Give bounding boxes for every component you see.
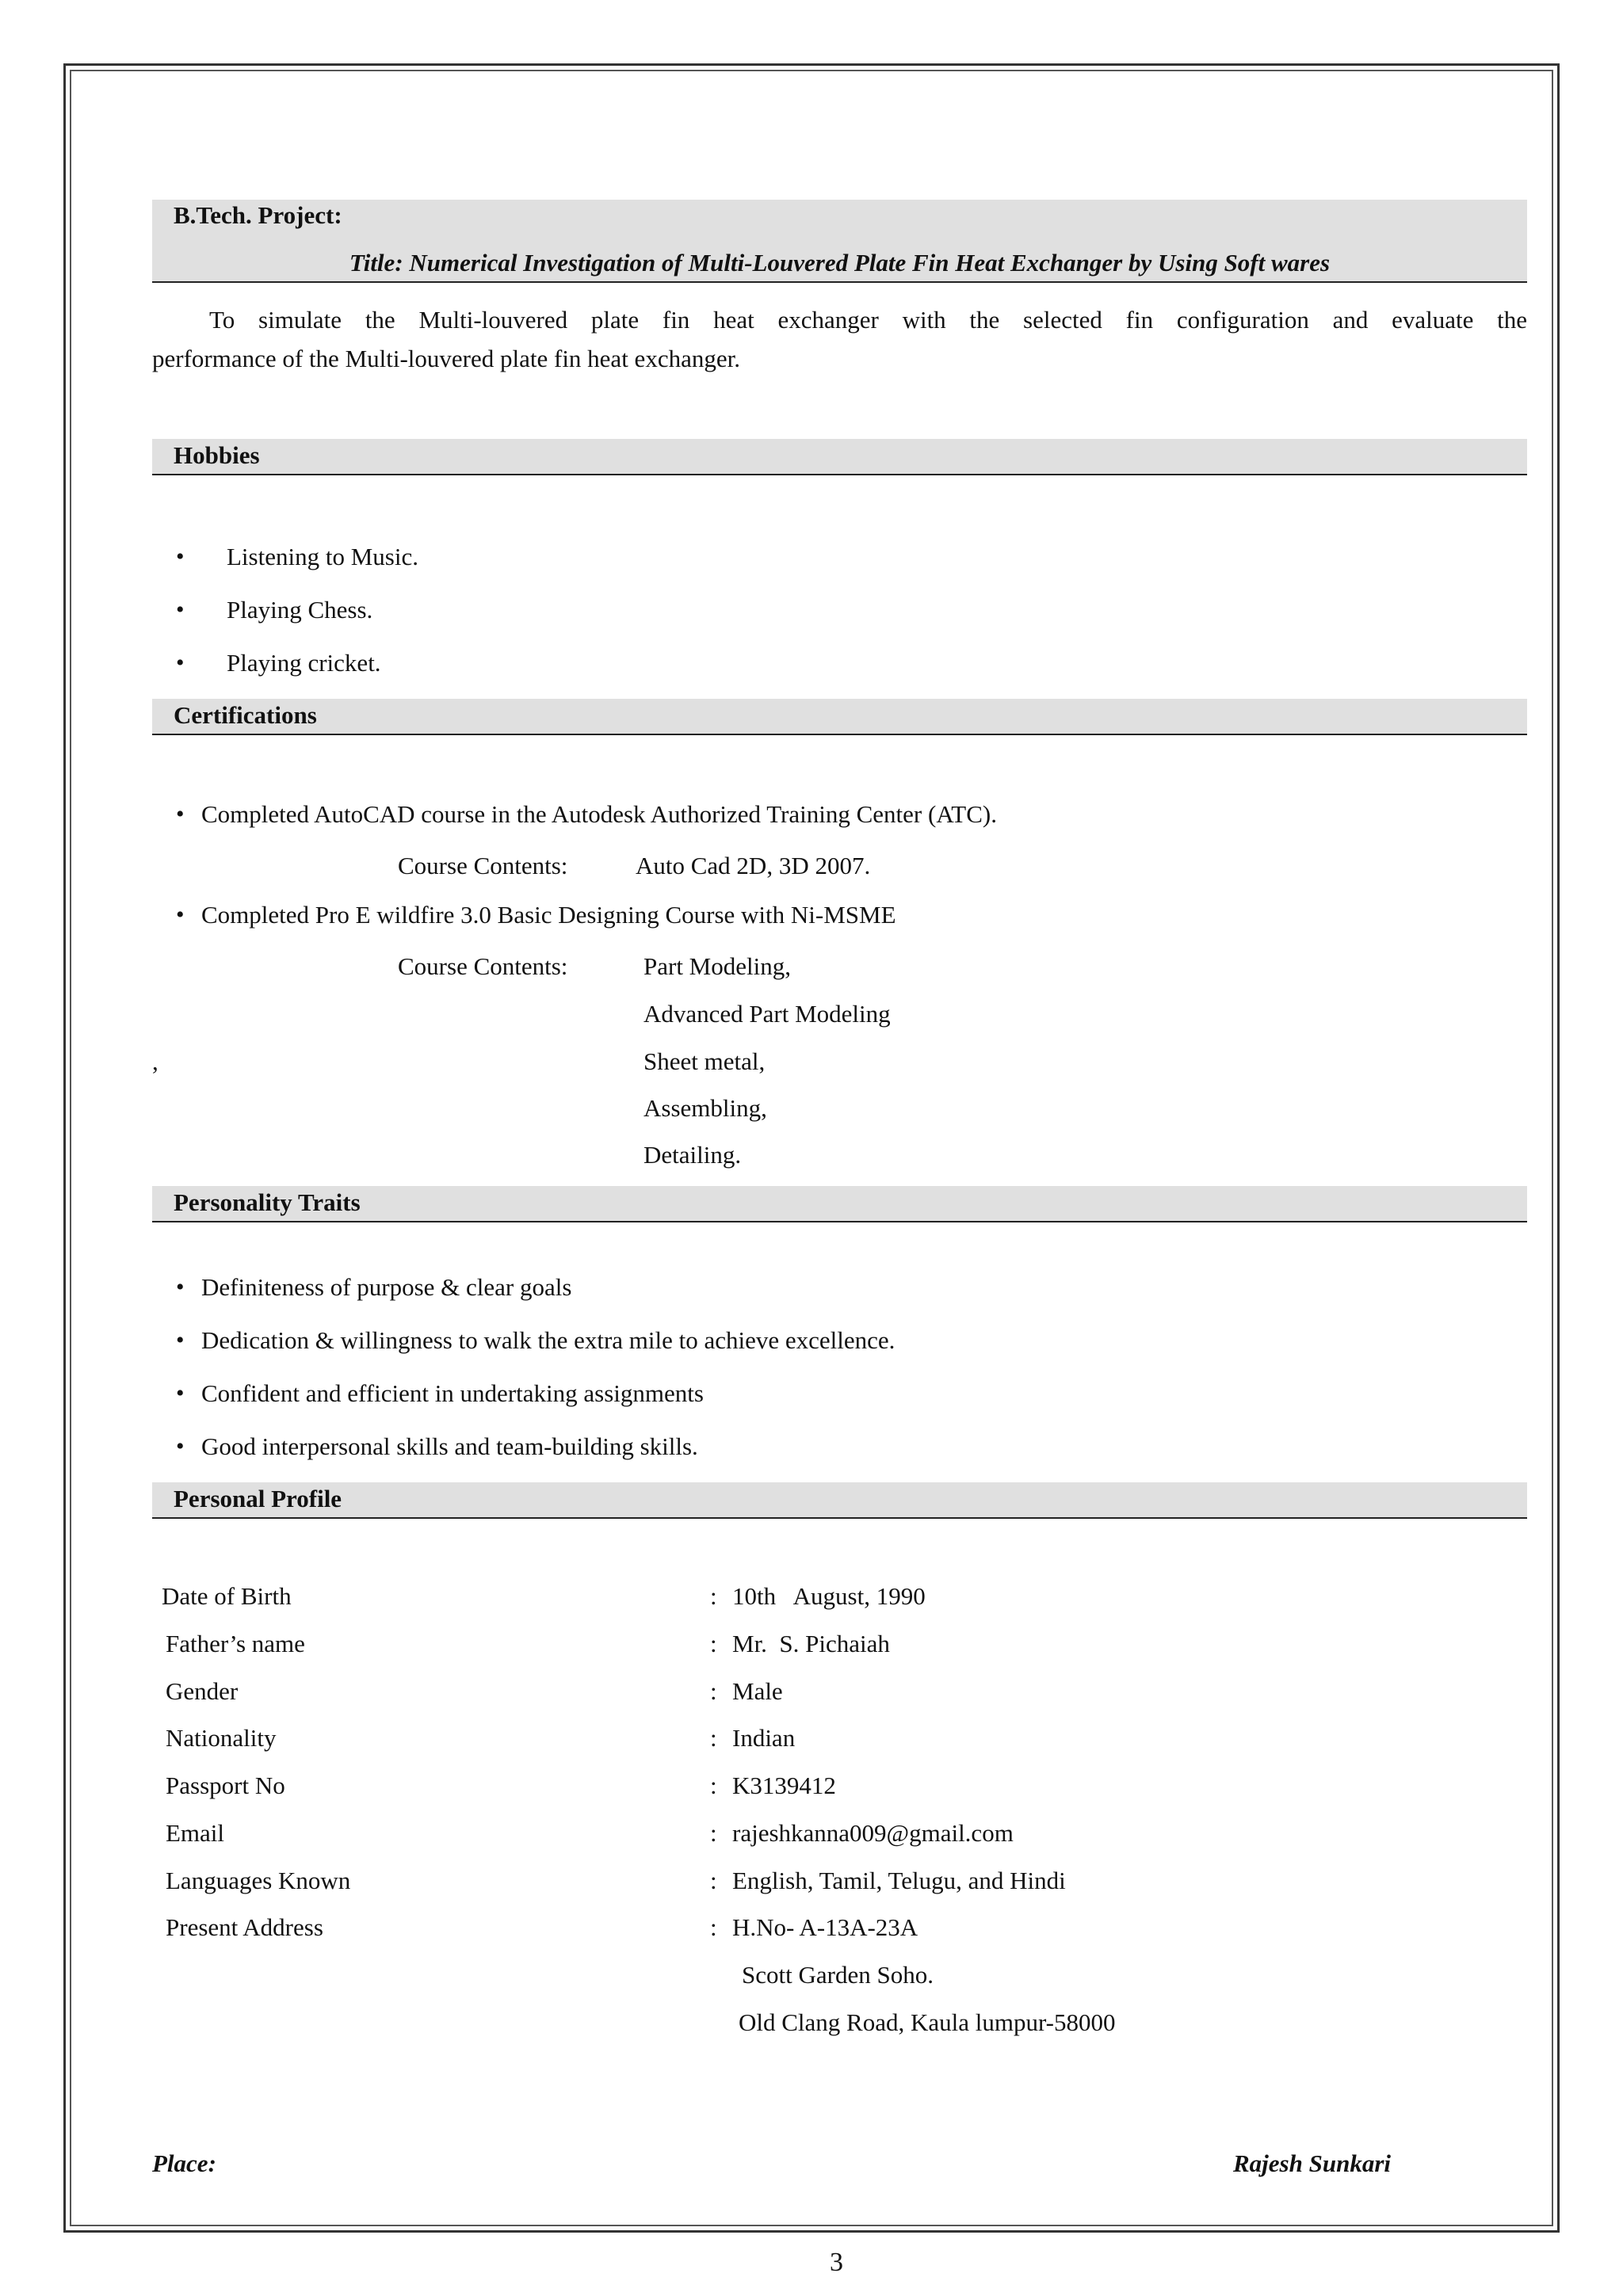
bullet-icon: • <box>176 543 185 570</box>
page-number: 3 <box>830 2248 843 2277</box>
profile-separator: : <box>710 1867 717 1894</box>
profile-value-languages: English, Tamil, Telugu, and Hindi <box>732 1867 1066 1894</box>
profile-label-passport: Passport No <box>166 1772 285 1799</box>
hobby-item: Playing cricket. <box>227 649 381 677</box>
certification-item: Completed AutoCAD course in the Autodesk Authorized Training Center (ATC). <box>201 800 997 828</box>
hobbies-section-bar <box>152 439 1527 475</box>
trait-item: Definiteness of purpose & clear goals <box>201 1273 572 1301</box>
project-description-line2: performance of the Multi-louvered plate fin heat exchanger. <box>152 345 740 372</box>
profile-separator: : <box>710 1677 717 1705</box>
profile-heading: Personal Profile <box>174 1485 342 1512</box>
profile-separator: : <box>710 1772 717 1799</box>
profile-separator: : <box>710 1582 717 1610</box>
hobbies-heading: Hobbies <box>174 441 260 469</box>
bullet-icon: • <box>176 1274 185 1300</box>
profile-label-father: Father’s name <box>166 1630 305 1657</box>
profile-value-father: Mr. S. Pichaiah <box>732 1630 890 1657</box>
profile-separator: : <box>710 1913 717 1941</box>
profile-label-gender: Gender <box>166 1677 239 1705</box>
course-content: Part Modeling, <box>643 952 791 980</box>
stray-comma: , <box>152 1047 158 1075</box>
traits-section-bar <box>152 1186 1527 1222</box>
project-title-label: Title <box>349 249 395 277</box>
profile-value-email: rajeshkanna009@gmail.com <box>732 1819 1014 1847</box>
project-section-bar <box>152 200 1527 283</box>
bullet-icon: • <box>176 801 185 827</box>
bullet-icon: • <box>176 597 185 623</box>
trait-item: Good interpersonal skills and team-building skills. <box>201 1432 698 1460</box>
hobby-item: Listening to Music. <box>227 543 418 570</box>
course-content: Advanced Part Modeling <box>643 1000 891 1028</box>
hobby-item: Playing Chess. <box>227 596 373 624</box>
traits-heading: Personality Traits <box>174 1188 361 1216</box>
profile-address-line3: Old Clang Road, Kaula lumpur-58000 <box>739 2008 1116 2036</box>
project-description-line1: To simulate the Multi-louvered plate fin heat exchanger with the selected fin configuration and evaluate the <box>209 306 1527 334</box>
profile-value-passport: K3139412 <box>732 1772 836 1799</box>
project-heading: B.Tech. Project: <box>174 201 342 229</box>
bullet-icon: • <box>176 1327 185 1353</box>
course-content: Auto Cad 2D, 3D 2007. <box>636 852 871 879</box>
bullet-icon: • <box>176 1433 185 1459</box>
bullet-icon: • <box>176 650 185 676</box>
project-title-text: : Numerical Investigation of Multi-Louvered Plate Fin Heat Exchanger by Using Soft wares <box>395 249 1331 277</box>
profile-address-line2: Scott Garden Soho. <box>742 1961 934 1989</box>
profile-separator: : <box>710 1819 717 1847</box>
profile-value-gender: Male <box>732 1677 783 1705</box>
profile-label-email: Email <box>166 1819 225 1847</box>
profile-value-dob: 10th August, 1990 <box>732 1582 926 1610</box>
profile-separator: : <box>710 1630 717 1657</box>
course-content: Detailing. <box>643 1141 742 1169</box>
certifications-section-bar <box>152 699 1527 735</box>
course-contents-label: Course Contents: <box>398 852 568 879</box>
certification-item: Completed Pro E wildfire 3.0 Basic Designing Course with Ni-MSME <box>201 901 896 929</box>
page-border-inner <box>70 70 1553 2226</box>
profile-value-address: H.No- A-13A-23A <box>732 1913 918 1941</box>
course-contents-label: Course Contents: <box>398 952 568 980</box>
course-content: Sheet metal, <box>643 1047 766 1075</box>
profile-separator: : <box>710 1724 717 1752</box>
signature-name: Rajesh Sunkari <box>1233 2149 1392 2177</box>
trait-item: Dedication & willingness to walk the extra mile to achieve excellence. <box>201 1326 896 1354</box>
profile-label-address: Present Address <box>166 1913 323 1941</box>
profile-label-languages: Languages Known <box>166 1867 351 1894</box>
profile-label-nationality: Nationality <box>166 1724 277 1752</box>
profile-value-nationality: Indian <box>732 1724 796 1752</box>
project-title <box>152 247 1527 279</box>
profile-label-dob: Date of Birth <box>162 1582 292 1610</box>
bullet-icon: • <box>176 1380 185 1406</box>
profile-section-bar <box>152 1482 1527 1519</box>
trait-item: Confident and efficient in undertaking assignments <box>201 1379 704 1407</box>
course-content: Assembling, <box>643 1094 767 1122</box>
certifications-heading: Certifications <box>174 701 317 729</box>
place-label: Place: <box>152 2149 216 2177</box>
bullet-icon: • <box>176 902 185 928</box>
